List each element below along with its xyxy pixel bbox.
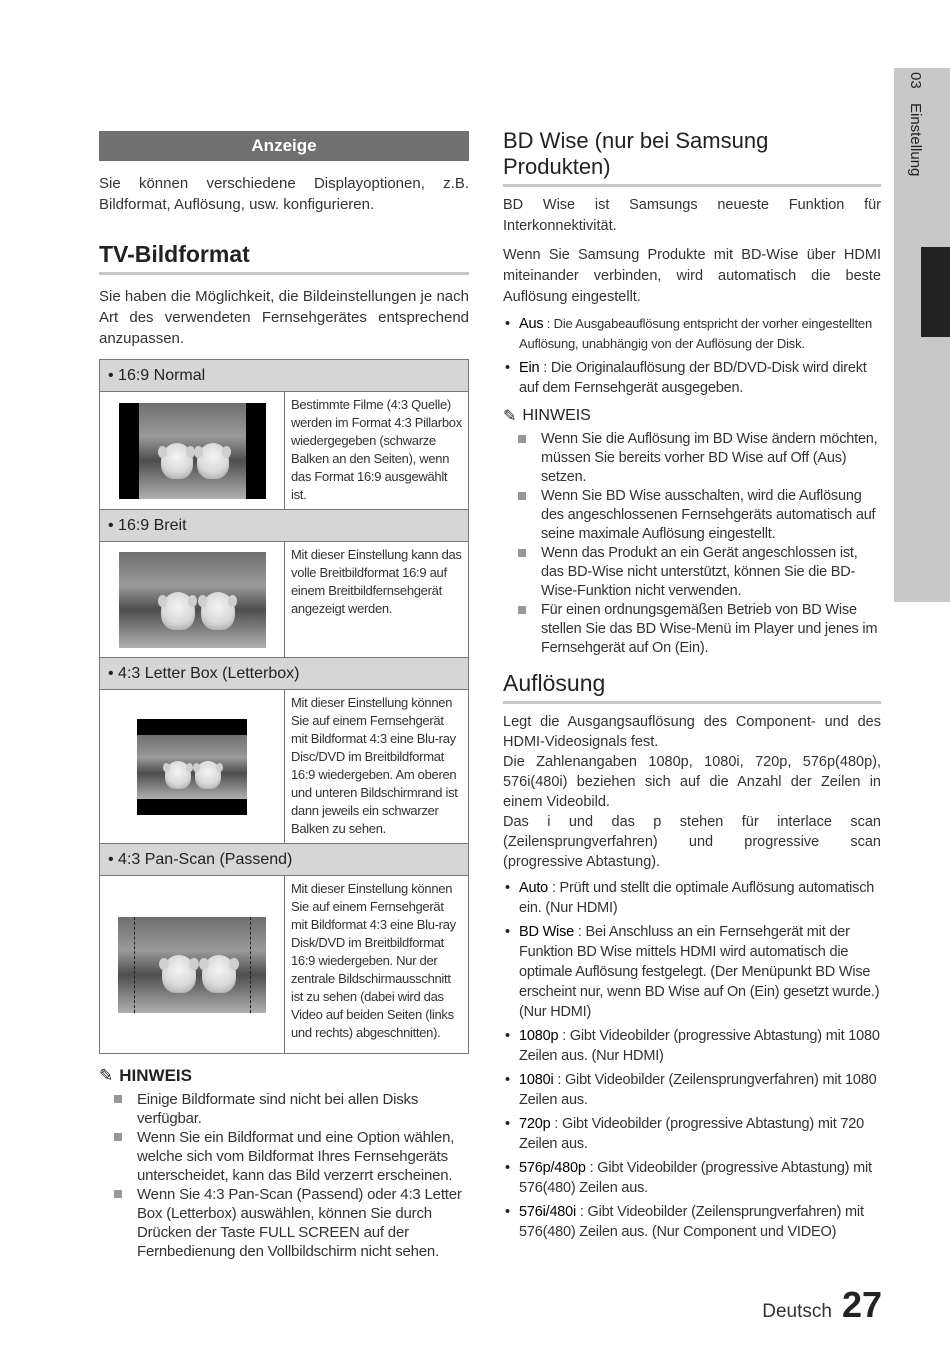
aufloesung-intro: Legt die Ausgangsauflösung des Component- und des HDMI-Videosignals fest.	[503, 714, 881, 750]
puppy-right	[201, 592, 235, 630]
format-header-letterbox: • 4:3 Letter Box (Letterbox)	[100, 658, 468, 690]
bd-wise-option-ein: • Ein : Die Originalauflösung der BD/DVD-Disk wird direkt auf dem Fernsehgerät ausgegeben.	[503, 358, 881, 398]
chapter-side-tab-label	[896, 72, 924, 272]
puppy-left	[161, 592, 195, 630]
format-row-letterbox	[100, 690, 468, 844]
format-text-panscan: Mit dieser Einstellung können Sie auf einem Fernsehgerät mit Bildformat 4:3 eine Blu-ray Disk/DVD im Breitbildformat 16:9 wiedergeben. Nur der zentrale Bildschirmausschnitt ist zu sehen (dabei wird das Video auf beiden Seiten (links und rechts) abgeschnitten).	[291, 881, 456, 1040]
note-item: Wenn Sie 4:3 Pan-Scan (Passend) oder 4:3 Letter Box (Letterbox) auswählen, können Sie durch Drücken der Taste FULL SCREEN auf der Fernbedienung den Vollbildschirm nicht sehen.	[99, 1185, 469, 1261]
tv-screen-pillarbox	[119, 403, 266, 499]
format-text-normal: Bestimmte Filme (4:3 Quelle) werden im Format 4:3 Pillarbox wiedergegeben (schwarze Balken an den Seiten), wenn das Format 16:9 ausgewählt ist.	[291, 397, 462, 502]
intro-text: Sie können verschiedene Displayoptionen, z.B. Bildformat, Auflösung, usw. konfigurieren.	[99, 175, 469, 213]
bd-wise-description: Wenn Sie Samsung Produkte mit BD-Wise über HDMI miteinander verbinden, wird automatisch die beste Auflösung eingestellt.	[503, 247, 881, 305]
note-item: Wenn Sie die Auflösung im BD Wise ändern möchten, müssen Sie bereits vorher BD Wise auf Off (Aus) setzen.	[503, 430, 881, 487]
pencil-icon: ✎	[99, 1066, 114, 1085]
puppies-image	[119, 552, 266, 648]
crop-line-left	[134, 917, 135, 1013]
square-bullet-icon	[114, 1133, 122, 1141]
square-bullet-icon	[518, 435, 526, 443]
format-illustration-panscan	[100, 876, 285, 1053]
note-item: Wenn Sie ein Bildformat und eine Option wählen, welche sich vom Bildformat Ihres Fernsehgeräts unterscheidet, kann das Bild verzerrt erscheinen.	[99, 1128, 469, 1185]
resolution-option-bd-wise: • BD Wise : Bei Anschluss an ein Fernsehgerät mit der Funktion BD Wise mittels HDMI wird automatisch die optimale Auflösung festgelegt. (Der Menüpunkt BD Wise erscheint nur, wenn BD Wise auf On (Ein) gesetzt wurde.) (Nur HDMI)	[503, 922, 881, 1022]
note-item: Wenn das Produkt an ein Gerät angeschlossen ist, das BD-Wise nicht unterstützt, können Sie die BD-Wise-Funktion nicht verwenden.	[503, 544, 881, 601]
aufloesung-lines: Die Zahlenangaben 1080p, 1080i, 720p, 576p(480p), 576i(480i) beziehen sich auf die Anzahl der Zeilen in einem Videobild.	[503, 754, 881, 810]
format-row-normal	[100, 392, 468, 510]
note-heading-left	[99, 1066, 469, 1086]
format-header-panscan: • 4:3 Pan-Scan (Passend)	[100, 844, 468, 876]
format-illustration-breit	[100, 542, 285, 657]
page-footer	[762, 1284, 882, 1326]
resolution-option-576p: • 576p/480p : Gibt Videobilder (progressive Abtastung) mit 576(480) Zeilen aus.	[503, 1158, 881, 1198]
resolution-option-auto: • Auto : Prüft und stellt die optimale Auflösung automatisch ein. (Nur HDMI)	[503, 878, 881, 918]
square-bullet-icon	[518, 606, 526, 614]
resolution-option-576i: • 576i/480i : Gibt Videobilder (Zeilensprungverfahren) mit 576(480) Zeilen aus. (Nur Component und VIDEO)	[503, 1202, 881, 1242]
right-column	[503, 128, 881, 1246]
puppy-left	[162, 955, 196, 993]
note-heading-right	[503, 406, 881, 426]
pencil-icon: ✎	[503, 408, 517, 425]
crop-line-right	[250, 917, 251, 1013]
note-item: Einige Bildformate sind nicht bei allen Disks verfügbar.	[99, 1090, 469, 1128]
aufloesung-scan: Das i und das p stehen für interlace scan (Zeilensprungverfahren) und progressive scan (progressive Abtastung).	[503, 814, 881, 870]
puppy-left	[165, 761, 191, 789]
heading-aufloesung: Auflösung	[503, 670, 881, 704]
left-column	[99, 131, 469, 1261]
note-title-label: HINWEIS	[119, 1066, 192, 1085]
puppies-image	[118, 917, 266, 1013]
square-bullet-icon	[518, 549, 526, 557]
bd-wise-option-aus: • Aus : Die Ausgabeauflösung entspricht der vorher eingestellten Auflösung, unabhängig von der Auflösung der Disk.	[503, 314, 881, 354]
puppy-right	[197, 443, 229, 479]
note-list-right	[503, 430, 881, 658]
chapter-number: 03	[907, 72, 924, 89]
note-item: Wenn Sie BD Wise ausschalten, wird die Auflösung des angeschlossenen Fernsehgeräts automatisch auf seine maximale Auflösung eingestellt.	[503, 487, 881, 544]
square-bullet-icon	[114, 1190, 122, 1198]
page-number: 27	[841, 1284, 882, 1325]
heading-tv-bildformat: TV-Bildformat	[99, 241, 469, 275]
bd-wise-intro: BD Wise ist Samsungs neueste Funktion für Interkonnektivität.	[503, 197, 881, 234]
tv-screen-panscan	[118, 917, 266, 1013]
puppy-right	[202, 955, 236, 993]
format-table	[99, 359, 469, 1054]
format-header-breit: • 16:9 Breit	[100, 510, 468, 542]
puppy-right	[195, 761, 221, 789]
format-text-letterbox: Mit dieser Einstellung können Sie auf einem Fernsehgerät mit Bildformat 4:3 eine Blu-ray Disc/DVD im Breitbildformat 16:9 wiedergeben. Am oberen und unteren Bildschirmrand ist dann jeweils ein schwarzer Balken zu sehen.	[291, 695, 458, 836]
resolution-option-720p: • 720p : Gibt Videobilder (progressive Abtastung) mit 720 Zeilen aus.	[503, 1114, 881, 1154]
resolution-options	[503, 878, 881, 1242]
bd-wise-options	[503, 314, 881, 398]
resolution-option-1080i: • 1080i : Gibt Videobilder (Zeilensprungverfahren) mit 1080 Zeilen aus.	[503, 1070, 881, 1110]
square-bullet-icon	[518, 492, 526, 500]
format-illustration-letterbox	[100, 690, 285, 843]
square-bullet-icon	[114, 1095, 122, 1103]
format-text-breit: Mit dieser Einstellung kann das volle Breitbildformat 16:9 auf einem Breitbildfernsehgerät angezeigt werden.	[291, 547, 462, 616]
tv-screen-wide	[119, 552, 266, 648]
tv-format-description: Sie haben die Möglichkeit, die Bildeinstellungen je nach Art des verwendeten Fernsehgerätes entsprechend anzupassen.	[99, 288, 469, 347]
format-row-breit	[100, 542, 468, 658]
puppies-image	[139, 403, 246, 499]
note-list-left	[99, 1090, 469, 1261]
heading-bd-wise: BD Wise (nur bei Samsung Produkten)	[503, 128, 881, 187]
resolution-option-1080p: • 1080p : Gibt Videobilder (progressive Abtastung) mit 1080 Zeilen aus. (Nur HDMI)	[503, 1026, 881, 1066]
note-item: Für einen ordnungsgemäßen Betrieb von BD Wise stellen Sie das BD Wise-Menü im Player und jenes im Fernsehgerät auf On (Ein).	[503, 601, 881, 658]
puppies-image	[137, 735, 247, 799]
footer-language: Deutsch	[762, 1301, 832, 1322]
puppy-left	[161, 443, 193, 479]
format-header-normal: • 16:9 Normal	[100, 360, 468, 392]
note-title-label: HINWEIS	[522, 407, 591, 424]
tv-screen-letterbox	[137, 719, 247, 815]
format-illustration-normal	[100, 392, 285, 509]
chapter-title: Einstellung	[907, 102, 924, 177]
format-row-panscan	[100, 876, 468, 1054]
section-bar-anzeige: Anzeige	[99, 131, 469, 161]
chapter-side-tab-marker	[921, 247, 950, 337]
